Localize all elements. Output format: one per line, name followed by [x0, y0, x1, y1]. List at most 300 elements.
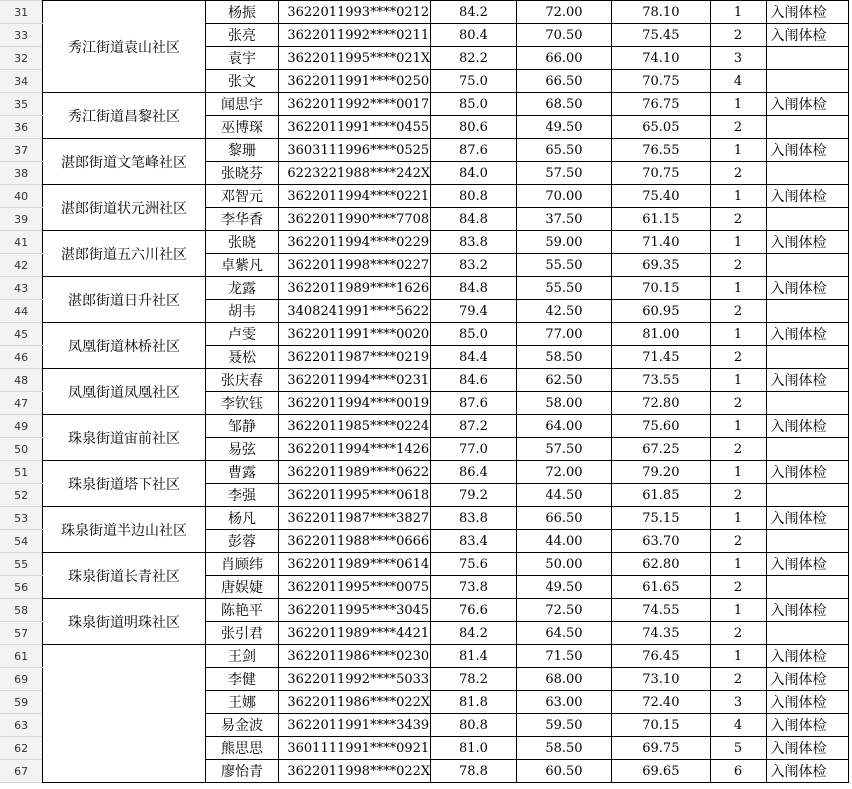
- written-score-cell[interactable]: 81.4: [431, 645, 517, 668]
- rank-cell[interactable]: 1: [710, 553, 766, 576]
- interview-score-cell[interactable]: 49.50: [516, 116, 611, 139]
- rank-cell[interactable]: 2: [710, 622, 766, 645]
- written-score-cell[interactable]: 83.8: [431, 231, 517, 254]
- written-score-cell[interactable]: 83.2: [431, 254, 517, 277]
- id-number-cell[interactable]: 3622011991****3439: [279, 714, 431, 737]
- rank-cell[interactable]: 2: [710, 116, 766, 139]
- id-number-cell[interactable]: 3622011991****0455: [279, 116, 431, 139]
- name-cell[interactable]: 邹静: [205, 415, 279, 438]
- note-cell[interactable]: 入闱体检: [766, 737, 848, 760]
- total-score-cell[interactable]: 75.15: [612, 507, 710, 530]
- note-cell[interactable]: [766, 116, 848, 139]
- id-number-cell[interactable]: 3622011986****022X: [279, 691, 431, 714]
- note-cell[interactable]: 入闱体检: [766, 231, 848, 254]
- written-score-cell[interactable]: 75.0: [431, 70, 517, 93]
- total-score-cell[interactable]: 71.40: [612, 231, 710, 254]
- grid-edge: [848, 162, 852, 185]
- table-row: [0, 369, 852, 392]
- rank-cell[interactable]: 1: [710, 93, 766, 116]
- total-score-cell[interactable]: 70.75: [612, 162, 710, 185]
- name-cell[interactable]: 卓紫凡: [205, 254, 279, 277]
- name-cell[interactable]: 胡韦: [205, 300, 279, 323]
- note-cell[interactable]: 入闱体检: [766, 714, 848, 737]
- total-score-cell[interactable]: 61.85: [612, 484, 710, 507]
- name-cell[interactable]: 张晓芬: [205, 162, 279, 185]
- community-cell[interactable]: 秀江街道昌黎社区: [43, 93, 205, 139]
- id-number-cell[interactable]: 3622011994****0231: [279, 369, 431, 392]
- interview-score-cell[interactable]: 65.50: [516, 139, 611, 162]
- rank-cell[interactable]: 1: [710, 231, 766, 254]
- rank-cell[interactable]: 2: [710, 346, 766, 369]
- id-number-cell[interactable]: 3622011986****0230: [279, 645, 431, 668]
- total-score-cell[interactable]: 70.15: [612, 277, 710, 300]
- written-score-cell[interactable]: 80.8: [431, 185, 517, 208]
- rank-cell[interactable]: 2: [710, 576, 766, 599]
- written-score-cell[interactable]: 84.6: [431, 369, 517, 392]
- id-number-cell[interactable]: 3622011995****3045: [279, 599, 431, 622]
- rank-cell[interactable]: 1: [710, 415, 766, 438]
- interview-score-cell[interactable]: 70.50: [516, 24, 611, 47]
- id-number-cell[interactable]: 3603111996****0525: [279, 139, 431, 162]
- written-score-cell[interactable]: 85.0: [431, 323, 517, 346]
- rank-cell[interactable]: 4: [710, 714, 766, 737]
- rank-cell[interactable]: 6: [710, 760, 766, 783]
- interview-score-cell[interactable]: 68.50: [516, 93, 611, 116]
- note-cell[interactable]: [766, 438, 848, 461]
- name-cell[interactable]: 黎珊: [205, 139, 279, 162]
- note-cell[interactable]: [766, 484, 848, 507]
- written-score-cell[interactable]: 87.2: [431, 415, 517, 438]
- id-number-cell[interactable]: 3622011993****0212: [279, 1, 431, 24]
- interview-score-cell[interactable]: 58.00: [516, 392, 611, 415]
- rank-cell[interactable]: 1: [710, 599, 766, 622]
- total-score-cell[interactable]: 75.40: [612, 185, 710, 208]
- rank-cell[interactable]: 2: [710, 162, 766, 185]
- community-cell[interactable]: 凤凰街道凤凰社区: [43, 369, 205, 415]
- rank-cell[interactable]: 2: [710, 438, 766, 461]
- note-cell[interactable]: 入闱体检: [766, 277, 848, 300]
- name-cell[interactable]: 易金波: [205, 714, 279, 737]
- name-cell[interactable]: 杨振: [205, 1, 279, 24]
- name-cell[interactable]: 李健: [205, 668, 279, 691]
- interview-score-cell[interactable]: 62.50: [516, 369, 611, 392]
- id-number-cell[interactable]: 3622011989****0614: [279, 553, 431, 576]
- written-score-cell[interactable]: 83.4: [431, 530, 517, 553]
- rank-cell[interactable]: 3: [710, 691, 766, 714]
- row-number-cell[interactable]: 31: [0, 1, 43, 24]
- total-score-cell[interactable]: 72.80: [612, 392, 710, 415]
- interview-score-cell[interactable]: 44.00: [516, 530, 611, 553]
- note-cell[interactable]: 入闱体检: [766, 645, 848, 668]
- row-number-cell[interactable]: 39: [0, 208, 43, 231]
- note-cell[interactable]: 入闱体检: [766, 185, 848, 208]
- written-score-cell[interactable]: 84.8: [431, 208, 517, 231]
- note-cell[interactable]: 入闱体检: [766, 599, 848, 622]
- written-score-cell[interactable]: 81.0: [431, 737, 517, 760]
- note-cell[interactable]: [766, 208, 848, 231]
- id-number-cell[interactable]: 3622011987****3827: [279, 507, 431, 530]
- note-cell[interactable]: [766, 300, 848, 323]
- id-number-cell[interactable]: 3622011991****0020: [279, 323, 431, 346]
- community-cell[interactable]: 湛郎街道文笔峰社区: [43, 139, 205, 185]
- id-number-cell[interactable]: 3622011992****5033: [279, 668, 431, 691]
- community-cell[interactable]: 凤凰街道林桥社区: [43, 323, 205, 369]
- id-number-cell[interactable]: 3622011987****0219: [279, 346, 431, 369]
- id-number-cell[interactable]: 3601111991****0921: [279, 737, 431, 760]
- id-number-cell[interactable]: 3622011995****021X: [279, 47, 431, 70]
- interview-score-cell[interactable]: 72.00: [516, 1, 611, 24]
- id-number-cell[interactable]: 6223221988****242X: [279, 162, 431, 185]
- interview-score-cell[interactable]: 72.00: [516, 461, 611, 484]
- rank-cell[interactable]: 1: [710, 1, 766, 24]
- interview-score-cell[interactable]: 66.50: [516, 70, 611, 93]
- total-score-cell[interactable]: 69.75: [612, 737, 710, 760]
- grid-edge: [848, 346, 852, 369]
- row-number-cell[interactable]: 32: [0, 47, 43, 70]
- interview-score-cell[interactable]: 70.00: [516, 185, 611, 208]
- written-score-cell[interactable]: 79.4: [431, 300, 517, 323]
- total-score-cell[interactable]: 73.10: [612, 668, 710, 691]
- row-number-cell[interactable]: 45: [0, 323, 43, 346]
- name-cell[interactable]: 曹露: [205, 461, 279, 484]
- note-cell[interactable]: 入闱体检: [766, 24, 848, 47]
- table-row: [0, 231, 852, 254]
- id-number-cell[interactable]: 3622011994****0019: [279, 392, 431, 415]
- rank-cell[interactable]: 2: [710, 392, 766, 415]
- name-cell[interactable]: 张引君: [205, 622, 279, 645]
- name-cell[interactable]: 廖怡青: [205, 760, 279, 783]
- note-cell[interactable]: [766, 576, 848, 599]
- note-cell[interactable]: 入闱体检: [766, 668, 848, 691]
- rank-cell[interactable]: 3: [710, 47, 766, 70]
- total-score-cell[interactable]: 75.45: [612, 24, 710, 47]
- community-cell[interactable]: [43, 645, 205, 783]
- table-row: [0, 461, 852, 484]
- written-score-cell[interactable]: 80.4: [431, 24, 517, 47]
- community-cell[interactable]: 珠泉街道明珠社区: [43, 599, 205, 645]
- name-cell[interactable]: 唐娱婕: [205, 576, 279, 599]
- table-row: [0, 599, 852, 622]
- total-score-cell[interactable]: 67.25: [612, 438, 710, 461]
- name-cell[interactable]: 巫博琛: [205, 116, 279, 139]
- row-number-cell[interactable]: 40: [0, 185, 43, 208]
- interview-score-cell[interactable]: 66.50: [516, 507, 611, 530]
- note-cell[interactable]: [766, 162, 848, 185]
- row-number-cell[interactable]: 36: [0, 116, 43, 139]
- name-cell[interactable]: 袁宇: [205, 47, 279, 70]
- note-cell[interactable]: [766, 622, 848, 645]
- total-score-cell[interactable]: 76.45: [612, 645, 710, 668]
- id-number-cell[interactable]: 3622011989****4421: [279, 622, 431, 645]
- id-number-cell[interactable]: 3622011992****0017: [279, 93, 431, 116]
- rank-cell[interactable]: 2: [710, 300, 766, 323]
- id-number-cell[interactable]: 3408241991****5622: [279, 300, 431, 323]
- id-number-cell[interactable]: 3622011991****0250: [279, 70, 431, 93]
- rank-cell[interactable]: 1: [710, 645, 766, 668]
- interview-score-cell[interactable]: 58.50: [516, 346, 611, 369]
- rank-cell[interactable]: 5: [710, 737, 766, 760]
- written-score-cell[interactable]: 83.8: [431, 507, 517, 530]
- id-number-cell[interactable]: 3622011988****0666: [279, 530, 431, 553]
- written-score-cell[interactable]: 75.6: [431, 553, 517, 576]
- written-score-cell[interactable]: 84.2: [431, 622, 517, 645]
- note-cell[interactable]: 入闱体检: [766, 1, 848, 24]
- note-cell[interactable]: 入闱体检: [766, 93, 848, 116]
- written-score-cell[interactable]: 84.2: [431, 1, 517, 24]
- id-number-cell[interactable]: 3622011985****0224: [279, 415, 431, 438]
- id-number-cell[interactable]: 3622011998****022X: [279, 760, 431, 783]
- name-cell[interactable]: 熊思思: [205, 737, 279, 760]
- rank-cell[interactable]: 4: [710, 70, 766, 93]
- name-cell[interactable]: 李华香: [205, 208, 279, 231]
- table-row: [0, 139, 852, 162]
- written-score-cell[interactable]: 73.8: [431, 576, 517, 599]
- written-score-cell[interactable]: 84.4: [431, 346, 517, 369]
- row-number-cell[interactable]: 48: [0, 369, 43, 392]
- total-score-cell[interactable]: 60.95: [612, 300, 710, 323]
- name-cell[interactable]: 聂松: [205, 346, 279, 369]
- row-number-cell[interactable]: 51: [0, 461, 43, 484]
- total-score-cell[interactable]: 69.35: [612, 254, 710, 277]
- row-number-cell[interactable]: 57: [0, 622, 43, 645]
- total-score-cell[interactable]: 73.55: [612, 369, 710, 392]
- row-number-cell[interactable]: 58: [0, 599, 43, 622]
- total-score-cell[interactable]: 61.15: [612, 208, 710, 231]
- name-cell[interactable]: 龙露: [205, 277, 279, 300]
- note-cell[interactable]: [766, 47, 848, 70]
- row-number-cell[interactable]: 54: [0, 530, 43, 553]
- row-number-cell[interactable]: 38: [0, 162, 43, 185]
- written-score-cell[interactable]: 85.0: [431, 93, 517, 116]
- row-number-cell[interactable]: 52: [0, 484, 43, 507]
- interview-score-cell[interactable]: 57.50: [516, 438, 611, 461]
- row-number-cell[interactable]: 43: [0, 277, 43, 300]
- written-score-cell[interactable]: 84.8: [431, 277, 517, 300]
- name-cell[interactable]: 陈艳平: [205, 599, 279, 622]
- interview-score-cell[interactable]: 55.50: [516, 277, 611, 300]
- interview-score-cell[interactable]: 77.00: [516, 323, 611, 346]
- grid-edge: [848, 70, 852, 93]
- row-number-cell[interactable]: 44: [0, 300, 43, 323]
- written-score-cell[interactable]: 86.4: [431, 461, 517, 484]
- note-cell[interactable]: [766, 70, 848, 93]
- rank-cell[interactable]: 2: [710, 530, 766, 553]
- total-score-cell[interactable]: 61.65: [612, 576, 710, 599]
- rank-cell[interactable]: 2: [710, 208, 766, 231]
- total-score-cell[interactable]: 74.35: [612, 622, 710, 645]
- note-cell[interactable]: 入闱体检: [766, 323, 848, 346]
- row-number-cell[interactable]: 62: [0, 737, 43, 760]
- row-number-cell[interactable]: 55: [0, 553, 43, 576]
- row-number-cell[interactable]: 37: [0, 139, 43, 162]
- interview-score-cell[interactable]: 42.50: [516, 300, 611, 323]
- row-number-cell[interactable]: 33: [0, 24, 43, 47]
- total-score-cell[interactable]: 62.80: [612, 553, 710, 576]
- community-cell[interactable]: 珠泉街道塔下社区: [43, 461, 205, 507]
- name-cell[interactable]: 张亮: [205, 24, 279, 47]
- total-score-cell[interactable]: 75.60: [612, 415, 710, 438]
- interview-score-cell[interactable]: 50.00: [516, 553, 611, 576]
- written-score-cell[interactable]: 78.8: [431, 760, 517, 783]
- rank-cell[interactable]: 1: [710, 461, 766, 484]
- row-number-cell[interactable]: 47: [0, 392, 43, 415]
- name-cell[interactable]: 彭蓉: [205, 530, 279, 553]
- interview-score-cell[interactable]: 59.50: [516, 714, 611, 737]
- rank-cell[interactable]: 1: [710, 139, 766, 162]
- rank-cell[interactable]: 2: [710, 668, 766, 691]
- rank-cell[interactable]: 1: [710, 369, 766, 392]
- interview-score-cell[interactable]: 72.50: [516, 599, 611, 622]
- interview-score-cell[interactable]: 37.50: [516, 208, 611, 231]
- note-cell[interactable]: [766, 392, 848, 415]
- note-cell[interactable]: [766, 254, 848, 277]
- row-number-cell[interactable]: 53: [0, 507, 43, 530]
- name-cell[interactable]: 邓智元: [205, 185, 279, 208]
- total-score-cell[interactable]: 79.20: [612, 461, 710, 484]
- written-score-cell[interactable]: 79.2: [431, 484, 517, 507]
- community-cell[interactable]: 湛郎街道五六川社区: [43, 231, 205, 277]
- interview-score-cell[interactable]: 68.00: [516, 668, 611, 691]
- total-score-cell[interactable]: 74.10: [612, 47, 710, 70]
- row-number-cell[interactable]: 35: [0, 93, 43, 116]
- interview-score-cell[interactable]: 71.50: [516, 645, 611, 668]
- interview-score-cell[interactable]: 63.00: [516, 691, 611, 714]
- id-number-cell[interactable]: 3622011989****0622: [279, 461, 431, 484]
- name-cell[interactable]: 王剑: [205, 645, 279, 668]
- total-score-cell[interactable]: 70.15: [612, 714, 710, 737]
- name-cell[interactable]: 张文: [205, 70, 279, 93]
- total-score-cell[interactable]: 74.55: [612, 599, 710, 622]
- id-number-cell[interactable]: 3622011998****0227: [279, 254, 431, 277]
- row-number-cell[interactable]: 69: [0, 668, 43, 691]
- interview-score-cell[interactable]: 55.50: [516, 254, 611, 277]
- id-number-cell[interactable]: 3622011989****1626: [279, 277, 431, 300]
- name-cell[interactable]: 易弦: [205, 438, 279, 461]
- row-number-cell[interactable]: 34: [0, 70, 43, 93]
- name-cell[interactable]: 肖顾纬: [205, 553, 279, 576]
- row-number-cell[interactable]: 41: [0, 231, 43, 254]
- interview-score-cell[interactable]: 44.50: [516, 484, 611, 507]
- name-cell[interactable]: 王娜: [205, 691, 279, 714]
- note-cell[interactable]: [766, 530, 848, 553]
- interview-score-cell[interactable]: 58.50: [516, 737, 611, 760]
- community-cell[interactable]: 珠泉街道长青社区: [43, 553, 205, 599]
- written-score-cell[interactable]: 84.0: [431, 162, 517, 185]
- total-score-cell[interactable]: 63.70: [612, 530, 710, 553]
- interview-score-cell[interactable]: 59.00: [516, 231, 611, 254]
- community-cell[interactable]: 秀江街道袁山社区: [43, 1, 205, 93]
- note-cell[interactable]: 入闱体检: [766, 553, 848, 576]
- interview-score-cell[interactable]: 64.50: [516, 622, 611, 645]
- community-cell[interactable]: 湛郎街道状元洲社区: [43, 185, 205, 231]
- interview-score-cell[interactable]: 57.50: [516, 162, 611, 185]
- id-number-cell[interactable]: 3622011992****0211: [279, 24, 431, 47]
- written-score-cell[interactable]: 87.6: [431, 392, 517, 415]
- total-score-cell[interactable]: 72.40: [612, 691, 710, 714]
- total-score-cell[interactable]: 69.65: [612, 760, 710, 783]
- id-number-cell[interactable]: 3622011995****0618: [279, 484, 431, 507]
- id-number-cell[interactable]: 3622011994****0229: [279, 231, 431, 254]
- total-score-cell[interactable]: 76.75: [612, 93, 710, 116]
- grid-edge: [848, 484, 852, 507]
- rank-cell[interactable]: 2: [710, 484, 766, 507]
- table-row: [0, 415, 852, 438]
- note-cell[interactable]: 入闱体检: [766, 461, 848, 484]
- total-score-cell[interactable]: 70.75: [612, 70, 710, 93]
- grid-edge: [848, 208, 852, 231]
- note-cell[interactable]: 入闱体检: [766, 691, 848, 714]
- note-cell[interactable]: 入闱体检: [766, 415, 848, 438]
- interview-score-cell[interactable]: 64.00: [516, 415, 611, 438]
- grid-edge: [848, 461, 852, 484]
- row-number-cell[interactable]: 50: [0, 438, 43, 461]
- note-cell[interactable]: [766, 346, 848, 369]
- interview-score-cell[interactable]: 60.50: [516, 760, 611, 783]
- name-cell[interactable]: 闻思宇: [205, 93, 279, 116]
- total-score-cell[interactable]: 71.45: [612, 346, 710, 369]
- note-cell[interactable]: 入闱体检: [766, 760, 848, 783]
- total-score-cell[interactable]: 81.00: [612, 323, 710, 346]
- id-number-cell[interactable]: 3622011990****7708: [279, 208, 431, 231]
- name-cell[interactable]: 张庆春: [205, 369, 279, 392]
- rank-cell[interactable]: 2: [710, 254, 766, 277]
- rank-cell[interactable]: 1: [710, 185, 766, 208]
- rank-cell[interactable]: 2: [710, 24, 766, 47]
- written-score-cell[interactable]: 80.8: [431, 714, 517, 737]
- total-score-cell[interactable]: 76.55: [612, 139, 710, 162]
- name-cell[interactable]: 李强: [205, 484, 279, 507]
- note-cell[interactable]: 入闱体检: [766, 139, 848, 162]
- community-cell[interactable]: 珠泉街道宙前社区: [43, 415, 205, 461]
- name-cell[interactable]: 李钦钰: [205, 392, 279, 415]
- row-number-cell[interactable]: 42: [0, 254, 43, 277]
- interview-score-cell[interactable]: 49.50: [516, 576, 611, 599]
- id-number-cell[interactable]: 3622011994****0221: [279, 185, 431, 208]
- interview-score-cell[interactable]: 66.00: [516, 47, 611, 70]
- id-number-cell[interactable]: 3622011995****0075: [279, 576, 431, 599]
- total-score-cell[interactable]: 65.05: [612, 116, 710, 139]
- note-cell[interactable]: 入闱体检: [766, 369, 848, 392]
- name-cell[interactable]: 卢雯: [205, 323, 279, 346]
- written-score-cell[interactable]: 82.2: [431, 47, 517, 70]
- written-score-cell[interactable]: 76.6: [431, 599, 517, 622]
- written-score-cell[interactable]: 80.6: [431, 116, 517, 139]
- name-cell[interactable]: 张晓: [205, 231, 279, 254]
- written-score-cell[interactable]: 77.0: [431, 438, 517, 461]
- name-cell[interactable]: 杨凡: [205, 507, 279, 530]
- table-row: [0, 93, 852, 116]
- id-number-cell[interactable]: 3622011994****1426: [279, 438, 431, 461]
- row-number-cell[interactable]: 61: [0, 645, 43, 668]
- written-score-cell[interactable]: 78.2: [431, 668, 517, 691]
- written-score-cell[interactable]: 87.6: [431, 139, 517, 162]
- rank-cell[interactable]: 1: [710, 277, 766, 300]
- total-score-cell[interactable]: 78.10: [612, 1, 710, 24]
- community-cell[interactable]: 湛郎街道日升社区: [43, 277, 205, 323]
- grid-edge: [848, 369, 852, 392]
- rank-cell[interactable]: 1: [710, 507, 766, 530]
- row-number-cell[interactable]: 56: [0, 576, 43, 599]
- row-number-cell[interactable]: 67: [0, 760, 43, 783]
- written-score-cell[interactable]: 81.8: [431, 691, 517, 714]
- note-cell[interactable]: 入闱体检: [766, 507, 848, 530]
- community-cell[interactable]: 珠泉街道半边山社区: [43, 507, 205, 553]
- row-number-cell[interactable]: 46: [0, 346, 43, 369]
- row-number-cell[interactable]: 63: [0, 714, 43, 737]
- row-number-cell[interactable]: 59: [0, 691, 43, 714]
- row-number-cell[interactable]: 49: [0, 415, 43, 438]
- rank-cell[interactable]: 1: [710, 323, 766, 346]
